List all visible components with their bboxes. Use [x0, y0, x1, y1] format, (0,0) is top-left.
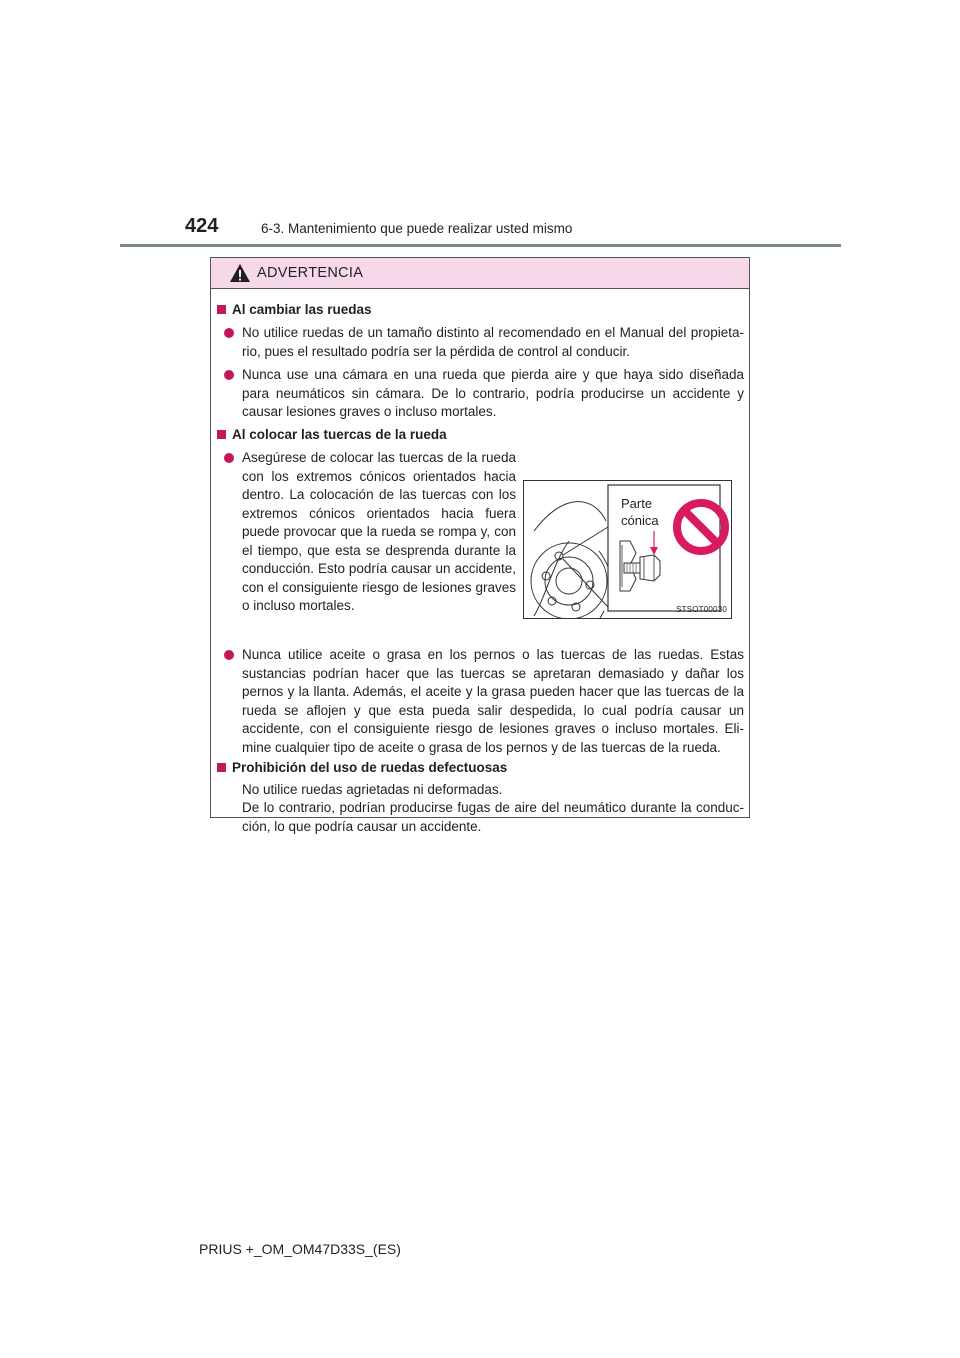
list-item: Nunca use una cámara en una rueda que pierda aire y que haya sido diseñada para neumáticos sin cámara. De lo contrario, podría producirse un accidente y causar lesiones graves o incluso mortales. [224, 366, 744, 422]
section-title: 6-3. Mantenimiento que puede realizar usted mismo [261, 221, 573, 236]
figure-label: Parte cónica [621, 496, 659, 528]
list-item: Asegúrese de colocar las tuercas de la rueda con los extremos cónicos orientados hacia dentro. La colocación de las tuercas con los extremos cónicos orientados hacia fuera puede provocar que la rueda se rompa y, con el tiempo, que esta se desprenda durante la conducción. Esto podría causar un accidente, con el consiguiente riesgo de lesiones graves o incluso mortales. [224, 449, 516, 616]
square-bullet-icon [217, 430, 226, 439]
section-heading: Al cambiar las ruedas [217, 301, 372, 319]
square-bullet-icon [217, 763, 226, 772]
round-bullet-icon [224, 370, 234, 380]
page-number: 424 [185, 215, 219, 237]
round-bullet-icon [224, 328, 234, 338]
list-item: No utilice ruedas de un tamaño distinto al recomendado en el Manual del propieta-rio, pues el resultado podría ser la pérdida de control al conducir. [224, 324, 744, 361]
wheel-nut-illustration [523, 480, 732, 619]
list-item: Nunca utilice aceite o grasa en los pernos o las tuercas de las ruedas. Estas sustancias podrían hacer que las tuercas se apretaran demasiado y dañar los pernos y la llanta. Además, el aceite y la grasa pueden hacer que las tuercas de la rueda se aflojen y que esta pueda salir despedida, lo cual podría causar un accidente, con el consiguiente riesgo de lesiones graves o incluso mortales. Eli-mine cualquier tipo de aceite o grasa de los pernos y de las tuercas de la rueda. [224, 646, 744, 757]
paragraph-line: No utilice ruedas agrietadas ni deformadas. [242, 782, 503, 797]
warning-triangle-icon [229, 263, 251, 283]
section-heading: Al colocar las tuercas de la rueda [217, 426, 447, 444]
warning-title: ADVERTENCIA [257, 265, 364, 281]
round-bullet-icon [224, 453, 234, 463]
warning-box [210, 257, 750, 834]
section-heading: Prohibición del uso de ruedas defectuosas [217, 759, 507, 777]
round-bullet-icon [224, 650, 234, 660]
warning-header [211, 258, 749, 289]
header-rule [120, 244, 841, 247]
footer-model-code: PRIUS +_OM_OM47D33S_(ES) [199, 1241, 401, 1257]
square-bullet-icon [217, 305, 226, 314]
figure-code: STSOT00030 [676, 605, 727, 614]
paragraph-line: De lo contrario, podrían producirse fugas de aire del neumático durante la conduc-ción, lo que podría causar un accidente. [242, 800, 744, 834]
